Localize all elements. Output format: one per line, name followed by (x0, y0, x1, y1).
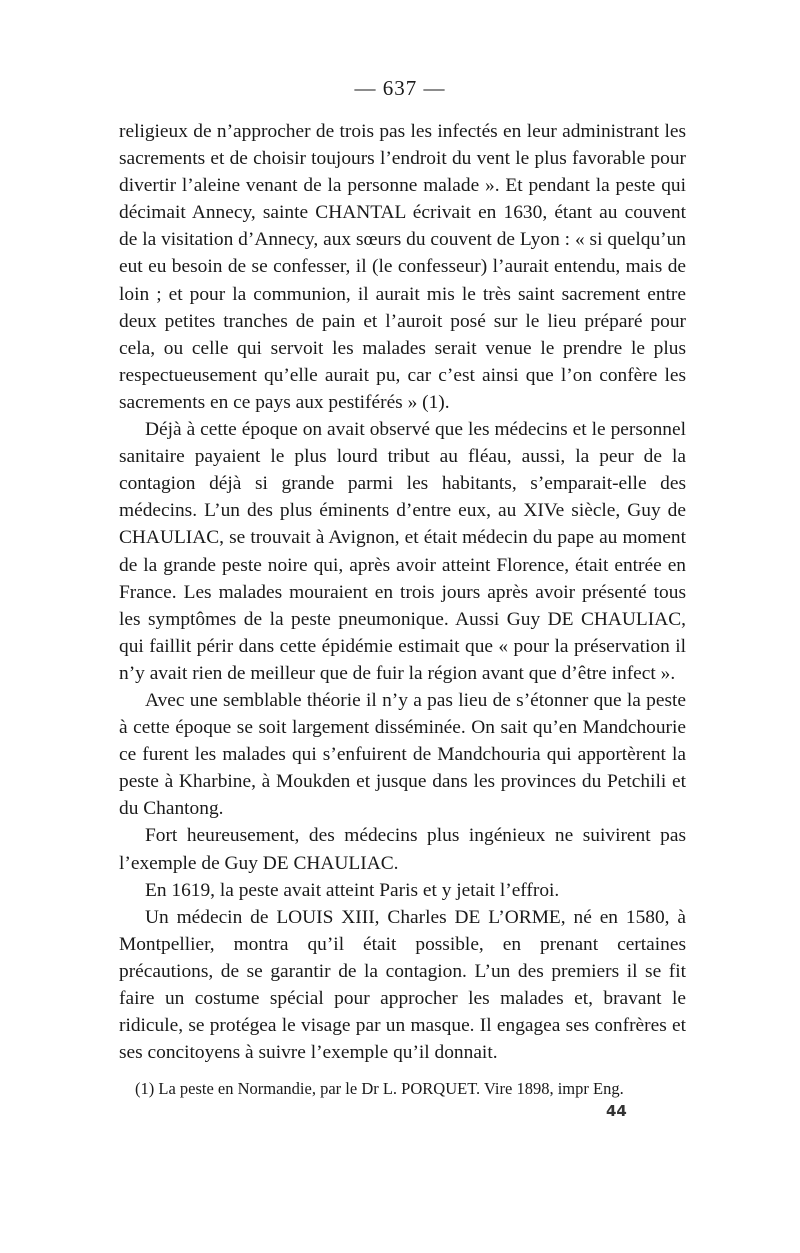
paragraph-5: En 1619, la peste avait atteint Paris et y jetait l’effroi. (145, 879, 560, 901)
paragraph-3: Avec une semblable théorie il n’y a pas lieu de s’étonner que la peste à cette époque se soit largement disséminée. On sait qu’en Mandchourie ce furent les malades qui s’enfuirent de Mandchouria qui apportèrent la peste à Kharbine, à Moukden et jusque dans les provinces du Petchili et du Chantong. (119, 689, 686, 820)
body-text (119, 118, 686, 1066)
signature-mark: 44 (606, 1102, 627, 1120)
paragraph-4: Fort heureusement, des médecins plus ingénieux ne suivirent pas l’exemple de Guy DE CHAULIAC. (119, 825, 686, 874)
paragraph-2: Déjà à cette époque on avait observé que les médecins et le personnel sanitaire payaient le plus lourd tribut au fléau, aussi, la peur de la contagion déjà si grande parmi les habitants, s’emparait-elle des médecins. L’un des plus éminents d’entre eux, au XIVe siècle, Guy de CHAULIAC, se trouvait à Avignon, et était médecin du pape au moment de la grande peste noire qui, après avoir atteint Florence, était entrée en France. Les malades mouraient en trois jours après avoir présenté tous les symptômes de la peste pneumonique. Aussi Guy DE CHAULIAC, qui faillit périr dans cette épidémie estimait que « pour la préservation il n’y avait rien de meilleur que de fuir la région avant que d’être infect ». (119, 419, 686, 684)
page-number: — 637 — (354, 76, 446, 100)
paragraph-6: Un médecin de LOUIS XIII, Charles DE L’ORME, né en 1580, à Montpellier, montra qu’il était possible, en prenant certaines précautions, de se garantir de la contagion. L’un des premiers il se fit faire un costume spécial pour approcher les malades et, bravant le ridicule, se protégea le visage par un masque. Il engagea ses confrères et ses concitoyens à suivre l’exemple qu’il donnait. (119, 906, 686, 1064)
footnote: (1) La peste en Normandie, par le Dr L. PORQUET. Vire 1898, impr Eng. (135, 1079, 624, 1098)
paragraph-1: religieux de n’approcher de trois pas les infectés en leur administrant les sacrements et de choisir toujours l’endroit du vent le plus favorable pour divertir l’aleine venant de la personne malade ». Et pendant la peste qui décimait Annecy, sainte CHANTAL écrivait en 1630, étant au couvent de la visitation d’Annecy, aux sœurs du couvent de Lyon : « si quelqu’un eut eu besoin de se confesser, il (le confesseur) l’aurait entendu, mais de loin ; et pour la communion, il aurait mis le très saint sacrement entre deux petites tranches de pain et l’auroit posé sur le lieu préparé pour cela, ou celle qui servoit les malades serait venue le prendre le plus respectueusement qu’elle aurait pu, car c’est ainsi que l’on confère les sacrements en ce pays aux pestiférés » (1). (119, 121, 686, 413)
